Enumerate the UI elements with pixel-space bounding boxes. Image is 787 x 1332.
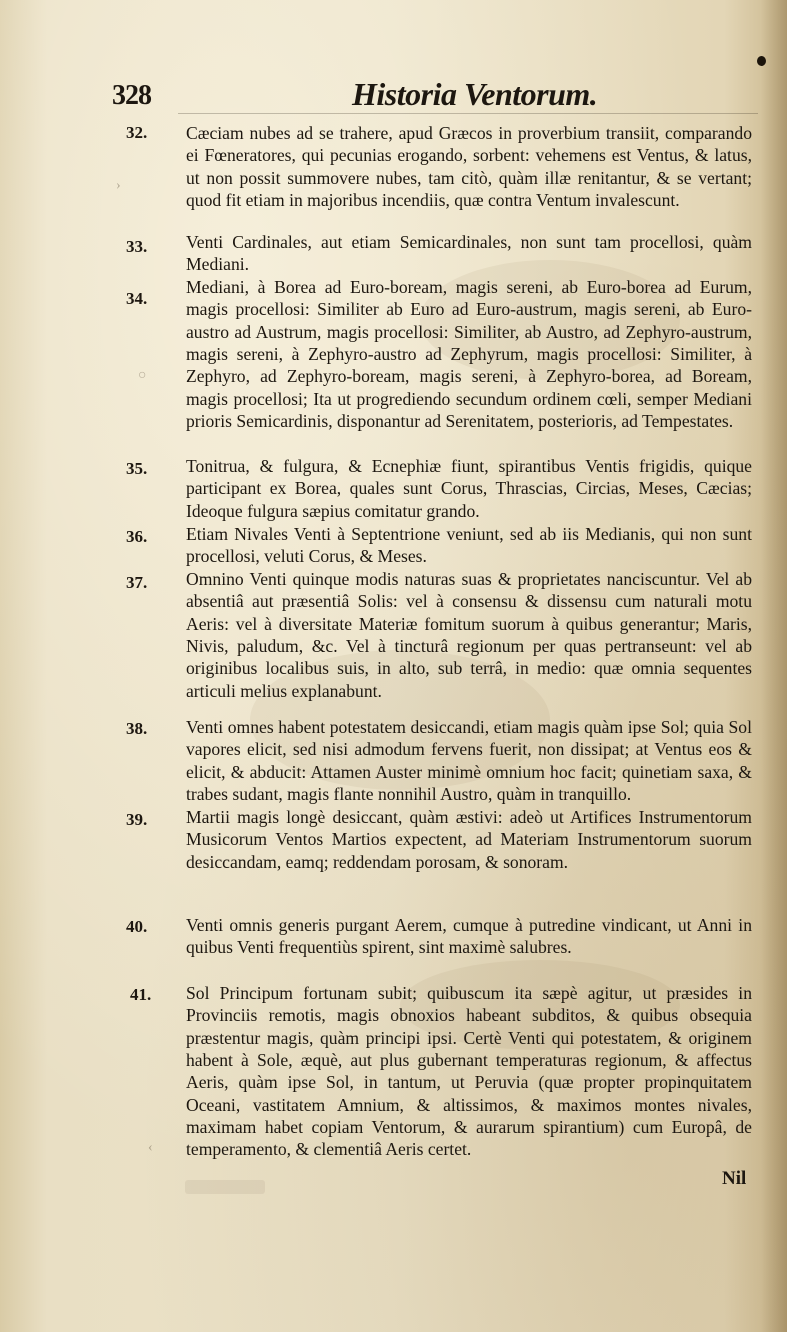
article-number: 38. [126, 719, 148, 738]
article-36 [126, 523, 752, 568]
page-edge-shadow [761, 0, 787, 1332]
bleed-through-mark: ○ [138, 368, 147, 383]
article-35 [126, 455, 752, 522]
article-text: Venti Cardinales, aut etiam Semicardinales, non sunt tam procellosi, quàm Mediani. [186, 232, 752, 275]
article-37 [126, 568, 752, 702]
article-text: Tonitrua, & fulgura, & Ecnephiæ fiunt, spirantibus Ventis frigidis, quique participant ex Borea, quales sunt Corus, Thrascias, Circias, Meses, Cæcias; Ideoque fulgura sæpius comitatur grando. [186, 456, 752, 521]
article-text: Etiam Nivales Venti à Septentrione veniunt, sed ab iis Medianis, qui non sunt procellosi, veluti Corus, & Meses. [186, 524, 752, 567]
article-39 [126, 806, 752, 873]
page-number: 328 [112, 80, 151, 111]
article-number: 35. [126, 459, 148, 478]
article-number: 33. [126, 237, 148, 256]
article-38 [126, 716, 752, 805]
article-number: 39. [126, 810, 148, 829]
running-head: Historia Ventorum. [352, 76, 598, 112]
article-text: Martii magis longè desiccant, quàm æstivi: adeò ut Artifices Instrumentorum Musicorum Ventos Martios expectent, ad Materiam Instrumentorum suorum desiccandam, eamq; reddendam porosam, & sonoram. [186, 807, 752, 872]
article-text: Sol Principum fortunam subit; quibuscum ita sæpè agitur, ut præsides in Provinciis remotis, magis obnoxios habeant subditos, & quibus obsequia præstentur magis, quàm principi ipsi. Certè Venti qui potestatem, & originem habent à Sole, æquè, aut plus gubernant temperaturas regionum, & affectus Aeris, quàm ipse Sol, in tantum, ut Peruvia (quæ propter propinquitatem Oceani, vastitatem Amnium, & altissimos, & maximos montes nivales, maximam habet copiam Ventorum, & aurarum spirantium) cum Europâ, de temperamento, & clementiâ Aeris certet. [186, 983, 752, 1160]
article-number: 41. [130, 985, 152, 1004]
bleed-through-mark [185, 1180, 265, 1194]
bleed-through-mark: ‹ [148, 1140, 153, 1155]
article-33 [126, 231, 752, 276]
article-number: 34. [126, 289, 148, 308]
catchword: Nil [722, 1168, 747, 1189]
article-text: Venti omnis generis purgant Aerem, cumque à putredine vindicant, ut Anni in quibus Venti frequentiùs spirent, sint maximè salubres. [186, 915, 752, 958]
article-number: 37. [126, 573, 148, 592]
article-34 [126, 276, 752, 432]
article-number: 32. [126, 123, 148, 142]
article-text: Cæciam nubes ad se trahere, apud Græcos in proverbium transiit, comparando ei Fœneratores, qui pecunias erogando, sorbent: vehemens est Ventus, & latus, ut non possit summovere nubes, tam citò, quàm illæ renitantur, & se vertant; quod fit etiam in majoribus incendiis, quæ contra Ventum invalescunt. [186, 123, 752, 211]
article-text: Mediani, à Borea ad Euro-boream, magis sereni, ab Euro-borea ad Eurum, magis procellosi: Similiter ab Euro ad Euro-austrum, magis sereni, ab Euro-austro ad Austrum, magis procellosi: Similiter, ab Austro, ad Zephyro-austrum, magis sereni, à Zephyro-austro ad Zephyrum, magis procellosi: Similiter, à Zephyro, ad Zephyro-boream, magis sereni, à Zephyro-borea, ad Boream, magis procellosi; Ita ut progrediendo secundum ordinem cœli, semper Mediani prioris Semicardinis, disponantur ad Serenitatem, posterioris, ad Tempestates. [186, 277, 752, 432]
article-number: 36. [126, 527, 148, 546]
article-text: Venti omnes habent potestatem desiccandi, etiam magis quàm ipse Sol; quia Sol vapores elicit, sed nisi admodum fervens fuerit, non dissipat; at Ventus eos & elicit, & abducit: Attamen Auster minimè omnium hoc facit; quinetiam saxa, & trabes sudant, magis flante nonnihil Austro, quàm in tranquillo. [186, 717, 752, 805]
header-rule [178, 113, 758, 114]
ink-spot [757, 56, 766, 66]
article-41 [130, 982, 752, 1161]
article-number: 40. [126, 917, 148, 936]
article-32 [126, 122, 752, 211]
bleed-through-mark: › [116, 178, 121, 193]
article-40 [126, 914, 752, 959]
article-text: Omnino Venti quinque modis naturas suas & proprietates nanciscuntur. Vel ab absentiâ aut præsentiâ Solis: vel à consensu & dissensu cum naturali motu Aeris: vel à diversitate Materiæ fomitum suorum à quibus generantur; Maris, Nivis, paludum, &c. Vel à tincturâ regionum per quas pertranseunt: vel ab originibus localibus suis, in alto, sub terrâ, in medio: quæ omnia sequentes articuli melius explanabunt. [186, 569, 752, 701]
